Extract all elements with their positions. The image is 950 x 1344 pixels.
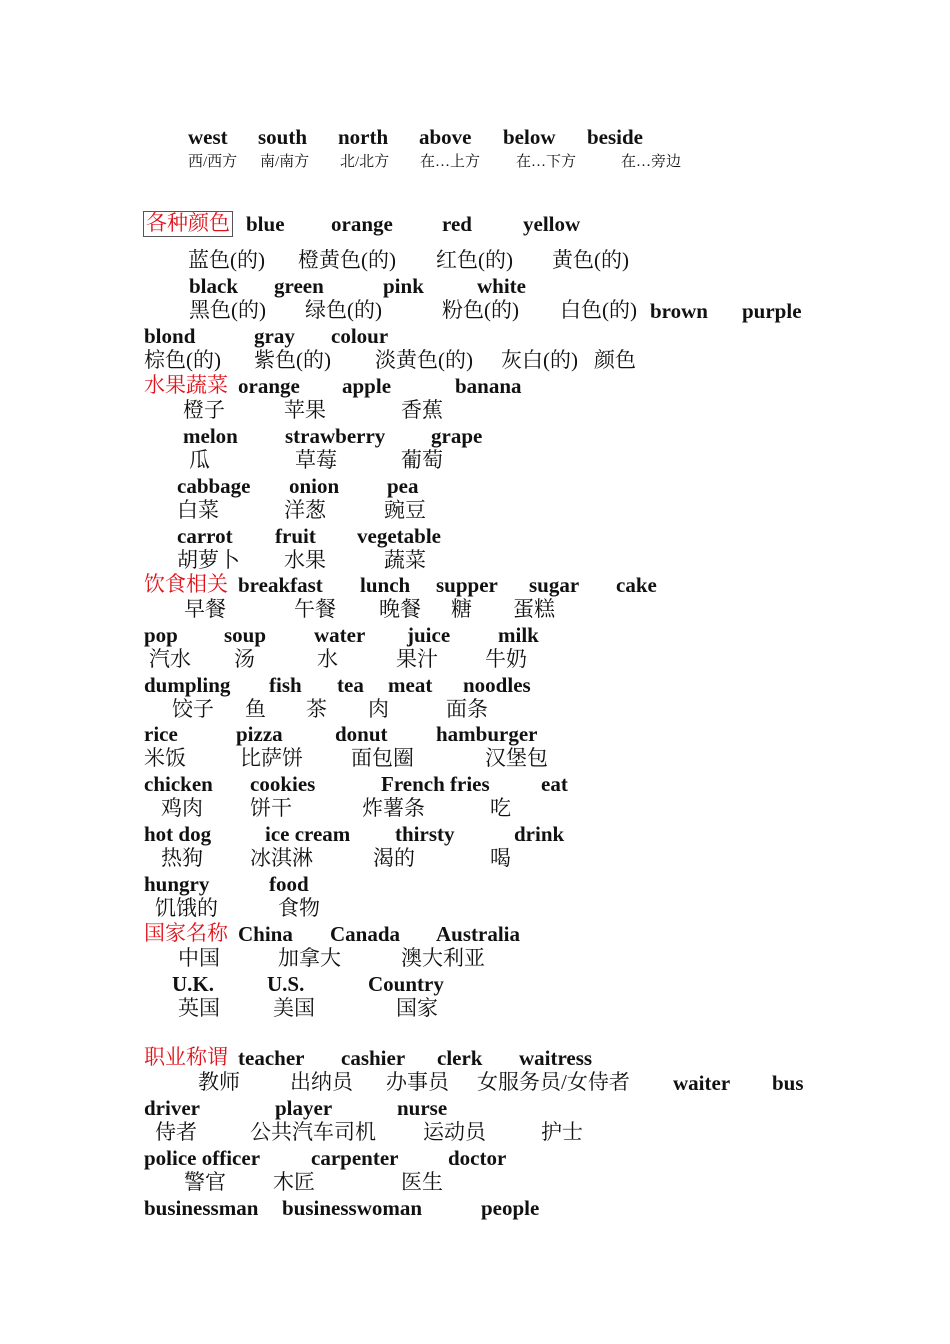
- zh-white: 白色(的): [560, 298, 637, 322]
- word-teacher: teacher: [238, 1046, 305, 1070]
- word-grape: grape: [431, 424, 483, 448]
- zh-cake: 蛋糕: [513, 597, 555, 621]
- word-china: China: [238, 922, 293, 946]
- zh-vegetable: 蔬菜: [384, 548, 426, 572]
- zh-black: 黑色(的): [189, 298, 266, 322]
- zh-china: 中国: [178, 946, 220, 970]
- zh-west: 西/西方: [188, 154, 238, 170]
- zh-onion: 洋葱: [284, 498, 326, 522]
- zh-blond: 淡黄色(的): [375, 348, 473, 372]
- word-people: people: [481, 1196, 540, 1220]
- zh-clerk: 办事员: [386, 1070, 449, 1094]
- word-country: Country: [368, 972, 444, 996]
- zh-juice: 果汁: [396, 647, 438, 671]
- word-canada: Canada: [330, 922, 401, 946]
- zh-pizza: 比萨饼: [240, 746, 303, 770]
- zh-grape: 葡萄: [401, 448, 443, 472]
- word-waitress: waitress: [519, 1046, 593, 1070]
- word-food: food: [269, 872, 309, 896]
- zh-pop: 汽水: [149, 647, 191, 671]
- zh-police-officer: 警官: [184, 1170, 226, 1194]
- word-south: south: [258, 125, 308, 149]
- word-nurse: nurse: [397, 1096, 448, 1120]
- word-white: white: [477, 274, 526, 298]
- zh-south: 南/南方: [260, 154, 310, 170]
- word-doctor: doctor: [448, 1146, 507, 1170]
- zh-bus-driver: 公共汽车司机: [250, 1120, 376, 1144]
- zh-food: 食物: [278, 896, 320, 920]
- word-black: black: [189, 274, 239, 298]
- zh-cashier: 出纳员: [290, 1070, 353, 1094]
- zh-drink: 喝: [490, 846, 511, 870]
- word-police-officer: police officer: [144, 1146, 261, 1170]
- word-fish: fish: [269, 673, 302, 697]
- word-tea: tea: [337, 673, 364, 697]
- word-apple: apple: [342, 374, 392, 398]
- word-below: below: [503, 125, 556, 149]
- zh-above: 在…上方: [420, 154, 481, 170]
- zh-canada: 加拿大: [278, 946, 341, 970]
- word-pop: pop: [144, 623, 178, 647]
- word-pink: pink: [383, 274, 424, 298]
- zh-strawberry: 草莓: [295, 448, 337, 472]
- zh-country: 国家: [396, 996, 438, 1020]
- zh-breakfast: 早餐: [184, 597, 226, 621]
- zh-supper: 晚餐: [379, 597, 421, 621]
- zh-melon: 瓜: [189, 448, 210, 472]
- zh-waiter: 侍者: [155, 1120, 197, 1144]
- zh-colour: 颜色: [594, 348, 636, 372]
- word-eat: eat: [541, 772, 568, 796]
- word-green: green: [274, 274, 324, 298]
- word-rice: rice: [144, 722, 178, 746]
- zh-thirsty: 渴的: [373, 846, 415, 870]
- word-donut: donut: [335, 722, 388, 746]
- heading-fruits: 水果蔬菜: [144, 373, 228, 397]
- word-pea: pea: [387, 474, 419, 498]
- word-juice: juice: [407, 623, 451, 647]
- word-meat: meat: [388, 673, 433, 697]
- word-orange: orange: [331, 212, 393, 236]
- zh-gray: 灰白(的): [501, 348, 578, 372]
- zh-below: 在…下方: [516, 154, 577, 170]
- zh-fish: 鱼: [245, 697, 266, 721]
- word-player: player: [275, 1096, 333, 1120]
- zh-orange-fruit: 橙子: [183, 398, 225, 422]
- zh-chicken: 鸡肉: [161, 796, 203, 820]
- zh-carrot: 胡萝卜: [177, 548, 240, 572]
- word-waiter: waiter: [673, 1071, 731, 1095]
- zh-blue: 蓝色(的): [188, 248, 265, 272]
- zh-hamburger: 汉堡包: [485, 746, 548, 770]
- word-orange-fruit: orange: [238, 374, 300, 398]
- zh-tea: 茶: [306, 697, 327, 721]
- zh-player: 运动员: [423, 1120, 486, 1144]
- word-businessman: businessman: [144, 1196, 259, 1220]
- zh-orange: 橙黄色(的): [298, 248, 396, 272]
- zh-waitress: 女服务员/女侍者: [477, 1070, 630, 1094]
- word-hungry: hungry: [144, 872, 210, 896]
- word-blond: blond: [144, 324, 196, 348]
- word-purple: purple: [742, 299, 802, 323]
- zh-cookies: 饼干: [250, 796, 292, 820]
- zh-green: 绿色(的): [305, 298, 382, 322]
- word-red: red: [442, 212, 472, 236]
- zh-meat: 肉: [368, 697, 389, 721]
- zh-dumpling: 饺子: [172, 697, 214, 721]
- zh-lunch: 午餐: [294, 597, 336, 621]
- word-cake: cake: [616, 573, 657, 597]
- word-west: west: [188, 125, 228, 149]
- zh-banana: 香蕉: [401, 398, 443, 422]
- zh-rice: 米饭: [144, 746, 186, 770]
- word-dumpling: dumpling: [144, 673, 231, 697]
- word-breakfast: breakfast: [238, 573, 323, 597]
- word-businesswoman: businesswoman: [282, 1196, 423, 1220]
- word-bus: bus: [772, 1071, 804, 1095]
- word-clerk: clerk: [437, 1046, 483, 1070]
- zh-noodles: 面条: [446, 697, 488, 721]
- heading-jobs: 职业称谓: [144, 1045, 228, 1069]
- zh-nurse: 护士: [541, 1120, 583, 1144]
- word-drink: drink: [514, 822, 565, 846]
- zh-water: 水: [317, 647, 338, 671]
- word-milk: milk: [498, 623, 539, 647]
- word-french-fries: French fries: [381, 772, 490, 796]
- word-strawberry: strawberry: [285, 424, 386, 448]
- zh-sugar: 糖: [451, 597, 472, 621]
- word-colour: colour: [331, 324, 389, 348]
- word-sugar: sugar: [529, 573, 580, 597]
- zh-fruit: 水果: [284, 548, 326, 572]
- zh-donut: 面包圈: [351, 746, 414, 770]
- zh-yellow: 黄色(的): [552, 248, 629, 272]
- word-driver: driver: [144, 1096, 200, 1120]
- zh-soup: 汤: [234, 647, 255, 671]
- zh-pink: 粉色(的): [442, 298, 519, 322]
- zh-french-fries: 炸薯条: [362, 796, 425, 820]
- zh-teacher: 教师: [198, 1070, 240, 1094]
- word-fruit: fruit: [275, 524, 316, 548]
- word-soup: soup: [224, 623, 267, 647]
- zh-brown: 棕色(的): [144, 348, 221, 372]
- word-gray: gray: [254, 324, 295, 348]
- word-australia: Australia: [436, 922, 520, 946]
- zh-pea: 豌豆: [384, 498, 426, 522]
- word-banana: banana: [455, 374, 522, 398]
- word-hamburger: hamburger: [436, 722, 538, 746]
- zh-us: 美国: [273, 996, 315, 1020]
- word-pizza: pizza: [236, 722, 283, 746]
- word-carrot: carrot: [177, 524, 233, 548]
- zh-uk: 英国: [178, 996, 220, 1020]
- zh-beside: 在…旁边: [621, 154, 682, 170]
- word-blue: blue: [246, 212, 285, 236]
- word-cashier: cashier: [341, 1046, 406, 1070]
- word-north: north: [338, 125, 389, 149]
- word-us: U.S.: [267, 972, 305, 996]
- word-onion: onion: [289, 474, 340, 498]
- zh-north: 北/北方: [340, 154, 390, 170]
- zh-eat: 吃: [490, 796, 511, 820]
- word-cookies: cookies: [250, 772, 316, 796]
- zh-milk: 牛奶: [485, 647, 527, 671]
- word-supper: supper: [436, 573, 498, 597]
- word-noodles: noodles: [463, 673, 531, 697]
- word-lunch: lunch: [360, 573, 411, 597]
- word-beside: beside: [587, 125, 644, 149]
- heading-food: 饮食相关: [144, 572, 228, 596]
- zh-apple: 苹果: [284, 398, 326, 422]
- word-yellow: yellow: [523, 212, 581, 236]
- zh-hot-dog: 热狗: [161, 846, 203, 870]
- zh-purple: 紫色(的): [254, 348, 331, 372]
- zh-australia: 澳大利亚: [401, 946, 485, 970]
- word-brown: brown: [650, 299, 708, 323]
- zh-carpenter: 木匠: [273, 1170, 315, 1194]
- zh-red: 红色(的): [436, 248, 513, 272]
- word-ice-cream: ice cream: [265, 822, 351, 846]
- word-hot-dog: hot dog: [144, 822, 212, 846]
- word-above: above: [419, 125, 472, 149]
- word-water: water: [314, 623, 366, 647]
- zh-doctor: 医生: [401, 1170, 443, 1194]
- word-melon: melon: [183, 424, 238, 448]
- word-thirsty: thirsty: [395, 822, 455, 846]
- heading-colors: 各种颜色: [143, 211, 233, 237]
- word-chicken: chicken: [144, 772, 213, 796]
- zh-cabbage: 白菜: [177, 498, 219, 522]
- heading-countries: 国家名称: [144, 921, 228, 945]
- word-cabbage: cabbage: [177, 474, 251, 498]
- word-carpenter: carpenter: [311, 1146, 399, 1170]
- word-vegetable: vegetable: [357, 524, 441, 548]
- word-uk: U.K.: [172, 972, 214, 996]
- zh-ice-cream: 冰淇淋: [250, 846, 313, 870]
- zh-hungry: 饥饿的: [155, 896, 218, 920]
